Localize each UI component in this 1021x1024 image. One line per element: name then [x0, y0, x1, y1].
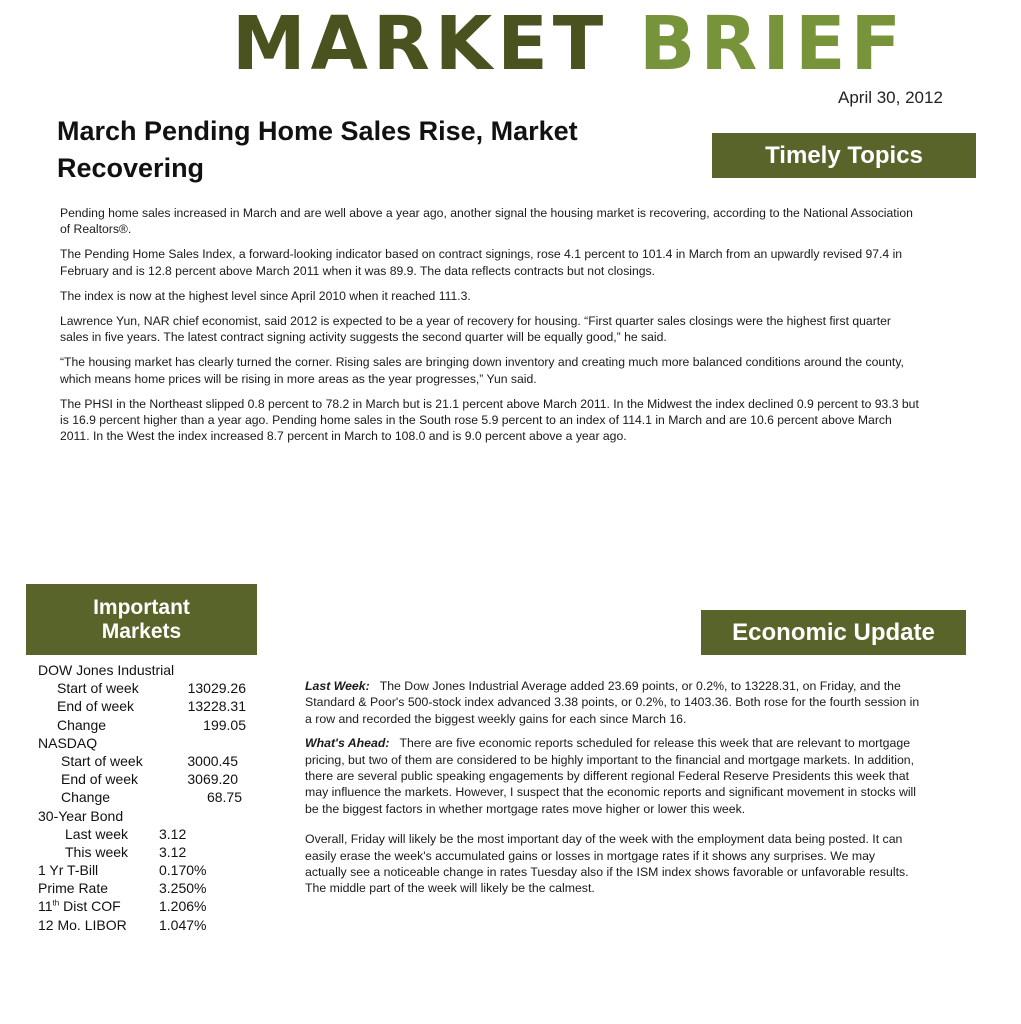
- market-value: 3.250%: [159, 880, 207, 897]
- market-label: This week: [65, 843, 129, 860]
- last-week-text: The Dow Jones Industrial Average added 23.69 points, or 0.2%, to 13228.31, on Friday, and the Standard & Poor's 500-stock index advanced 3.38 points, or 0.2%, to 1403.36. Both rose for the fourth session in a row and recorded the biggest weekly gains for each since March 16.: [305, 679, 920, 726]
- market-row: [38, 897, 258, 915]
- important-markets-title-line2: Markets: [101, 619, 182, 643]
- market-label: Change: [61, 789, 111, 806]
- market-label: Start of week: [57, 680, 139, 697]
- market-row: [38, 861, 258, 879]
- market-row: [38, 770, 258, 788]
- article-paragraph: The PHSI in the Northeast slipped 0.8 percent to 78.2 in March but is 21.1 percent above March 2011. In the Midwest the index declined 0.9 percent to 93.3 but is 16.9 percent higher than a year ago. Pending home sales in the South rose 5.9 percent to an index of 114.1 in March and are 10.6 percent above March 2011. In the West the index increased 8.7 percent in March to 108.0 and is 9.0 percent above a year ago.: [60, 396, 919, 444]
- market-value: 3.12: [159, 843, 187, 860]
- market-label: Prime Rate: [38, 880, 109, 897]
- market-value: 0.170%: [159, 862, 207, 879]
- market-row: [38, 843, 258, 861]
- economic-update-banner: Economic Update: [701, 610, 966, 655]
- market-label: Start of week: [61, 752, 143, 769]
- whats-ahead-paragraph: [305, 735, 920, 817]
- market-row: [38, 697, 258, 715]
- market-label: 1 Yr T-Bill: [38, 862, 99, 879]
- market-value: 1.047%: [159, 916, 207, 933]
- market-value: 3.12: [159, 825, 187, 842]
- market-row: [38, 752, 258, 770]
- article-headline: March Pending Home Sales Rise, Market Recovering: [57, 116, 578, 183]
- market-label: 11th Dist COF: [38, 898, 121, 915]
- market-row: [38, 825, 258, 843]
- market-label: Change: [57, 716, 107, 733]
- market-value: 3069.20: [187, 771, 238, 788]
- overall-paragraph: Overall, Friday will likely be the most important day of the week with the employment data being posted. It can easily erase the week's accumulated gains or losses in mortgage rates if it shows any surprises. We may actually see a noticeable change in rates Tuesday also if the ISM index shows favorable or unfavorable results. The middle part of the week will likely be the calmest.: [305, 832, 909, 896]
- important-markets-title-line1: Important: [93, 595, 190, 619]
- market-row: [38, 879, 258, 897]
- last-week-lead: Last Week:: [305, 679, 370, 693]
- article-paragraph: “The housing market has clearly turned the corner. Rising sales are bringing down inventory and creating much more balanced conditions around the county, which means home prices will be rising in more areas as the year progresses,” Yun said.: [60, 355, 904, 386]
- market-row: [38, 716, 258, 734]
- article-paragraph: Lawrence Yun, NAR chief economist, said 2012 is expected to be a year of recovery for housing. “First quarter sales closings were the highest first quarter sales in five years. The latest contract signing activity suggests the second quarter will be equally good,” he said.: [60, 314, 891, 345]
- whats-ahead-text: There are five economic reports scheduled for release this week that are relevant to mortgage pricing, but two of them are considered to be highly important to the financial and mortgage markets. In addition, there are several public speaking engagements by different regional Federal Reserve Presidents this week that may influence the markets. However, I suspect that the economic reports and significant movement in stocks will be the biggest factors in whether mortgage rates move higher or lower this week.: [305, 736, 917, 816]
- issue-date: April 30, 2012: [838, 88, 943, 107]
- article-body: [60, 205, 920, 453]
- economic-update-body: [305, 678, 920, 905]
- timely-topics-banner: Timely Topics: [712, 133, 976, 178]
- market-value: 13228.31: [187, 698, 246, 715]
- market-value: 1.206%: [159, 898, 207, 915]
- last-week-paragraph: [305, 678, 920, 727]
- bond-section-title: 30-Year Bond: [38, 807, 124, 824]
- market-label: 12 Mo. LIBOR: [38, 916, 127, 933]
- market-value: 3000.45: [187, 752, 238, 769]
- nasdaq-section-title: NASDAQ: [38, 734, 98, 751]
- market-value: 199.05: [203, 716, 246, 733]
- market-label: End of week: [57, 698, 135, 715]
- article-paragraph: Pending home sales increased in March and are well above a year ago, another signal the housing market is recovering, according to the National Association of Realtors®.: [60, 206, 913, 237]
- important-markets-banner: [26, 584, 257, 655]
- markets-table: [38, 661, 258, 934]
- market-value: 13029.26: [187, 680, 246, 697]
- whats-ahead-lead: What's Ahead:: [305, 736, 390, 751]
- masthead-word-brief: BRIEF: [639, 1, 907, 87]
- article-paragraph: The index is now at the highest level since April 2010 when it reached 111.3.: [60, 288, 471, 303]
- masthead-word-market: MARKET: [232, 1, 609, 87]
- market-label: End of week: [61, 771, 139, 788]
- market-row: [38, 679, 258, 697]
- market-row: [38, 916, 258, 934]
- article-paragraph: The Pending Home Sales Index, a forward-looking indicator based on contract signings, rose 4.1 percent to 101.4 in March from an upwardly revised 97.4 in February and is 12.8 percent above March 2011 when it was 89.9. The data reflects contracts but not closings.: [60, 247, 903, 278]
- market-label: Last week: [65, 825, 129, 842]
- dow-section-title: DOW Jones Industrial: [38, 662, 175, 678]
- market-row: [38, 788, 258, 806]
- masthead-title: [232, 1, 992, 87]
- market-value: 68.75: [206, 789, 242, 806]
